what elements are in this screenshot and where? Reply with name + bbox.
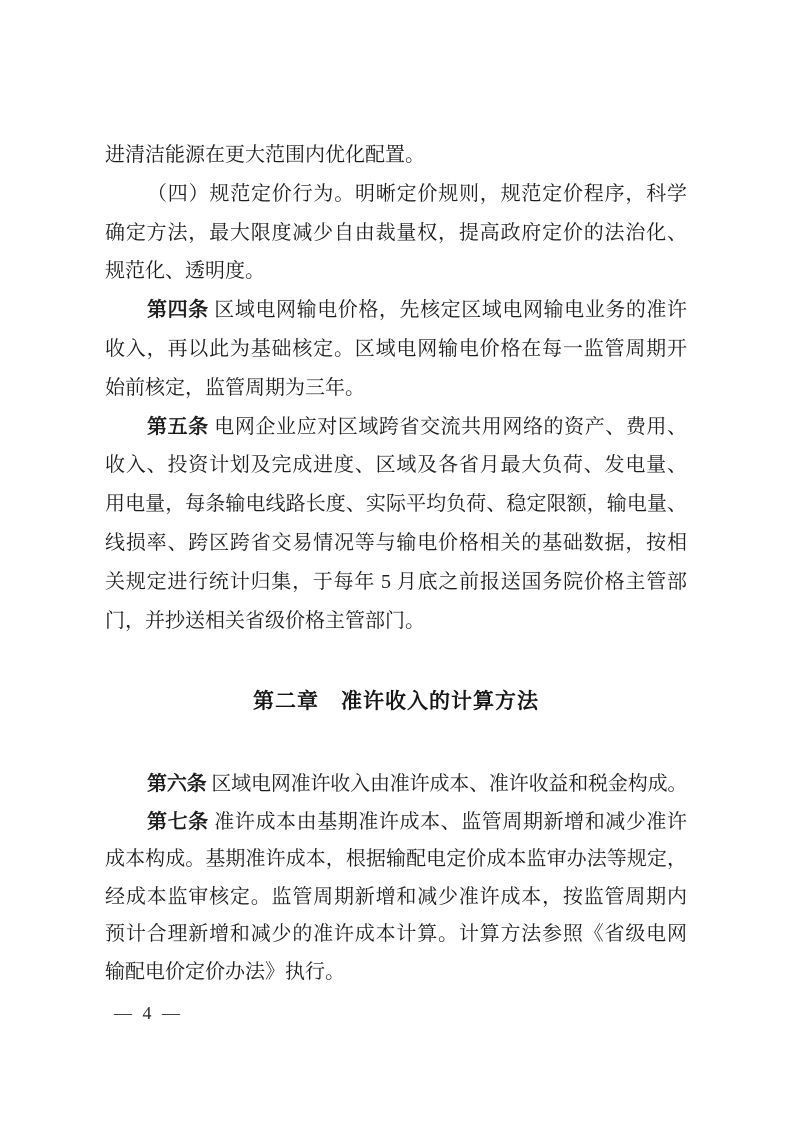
body-text: 确定方法，最大限度减少自由裁量权，提高政府定价的法治化、 <box>105 221 687 244</box>
body-text: 用电量，每条输电线路长度、实际平均负荷、稳定限额，输电量、 <box>105 493 687 516</box>
body-text: 经成本监审核定。监管周期新增和减少准许成本，按监管周期内 <box>105 885 687 908</box>
document-body-upper <box>105 136 687 640</box>
body-line <box>105 879 687 917</box>
body-text: 关规定进行统计归集，于每年 5 月底之前报送国务院价格主管部 <box>105 570 687 593</box>
body-text: 区域电网输电价格，先核定区域电网输电业务的准许 <box>208 299 688 322</box>
body-text: 输配电价定价办法》执行。 <box>105 960 345 983</box>
body-line <box>105 766 687 804</box>
body-line <box>105 563 687 602</box>
body-line <box>105 214 687 253</box>
chapter-heading: 第二章 准许收入的计算方法 <box>253 690 539 713</box>
article-number: 第六条 <box>147 773 207 795</box>
body-line <box>105 485 687 524</box>
article-number: 第七条 <box>147 810 209 833</box>
body-line <box>105 369 687 408</box>
body-line <box>105 136 687 175</box>
body-line <box>105 252 687 291</box>
body-text: 始前核定，监管周期为三年。 <box>105 376 365 399</box>
body-line <box>105 291 687 330</box>
body-text: 成本构成。基期准许成本，根据输配电定价成本监审办法等规定， <box>105 848 687 870</box>
body-text: 准许成本由基期准许成本、监管周期新增和减少准许 <box>208 810 688 833</box>
body-line <box>105 841 687 879</box>
body-line <box>105 602 687 641</box>
body-text: （四）规范定价行为。明晰定价规则，规范定价程序，科学 <box>147 182 687 205</box>
article-number: 第五条 <box>147 415 209 438</box>
document-body-lower <box>105 766 687 991</box>
body-line <box>105 954 687 992</box>
body-text: 线损率、跨区跨省交易情况等与输电价格相关的基础数据，按相 <box>105 531 687 554</box>
body-line <box>105 408 687 447</box>
body-line <box>105 524 687 563</box>
body-text: 收入，再以此为基础核定。区域电网输电价格在每一监管周期开 <box>105 337 687 360</box>
body-text: 规范化、透明度。 <box>105 260 265 283</box>
body-text: 电网企业应对区域跨省交流共用网络的资产、费用、 <box>208 415 688 438</box>
body-text: 区域电网准许收入由准许成本、准许收益和税金构成。 <box>206 773 687 795</box>
body-text: 进清洁能源在更大范围内优化配置。 <box>105 144 425 166</box>
body-line <box>105 916 687 954</box>
body-line <box>105 446 687 485</box>
body-line <box>105 330 687 369</box>
body-line <box>105 175 687 214</box>
article-number: 第四条 <box>147 299 209 322</box>
body-text: 收入、投资计划及完成进度、区域及各省月最大负荷、发电量、 <box>105 454 687 477</box>
body-text: 预计合理新增和减少的准许成本计算。计算方法参照《省级电网 <box>105 923 687 945</box>
page-number: — 4 — <box>114 1003 183 1023</box>
body-text: 门，并抄送相关省级价格主管部门。 <box>105 609 425 632</box>
body-line <box>105 804 687 842</box>
